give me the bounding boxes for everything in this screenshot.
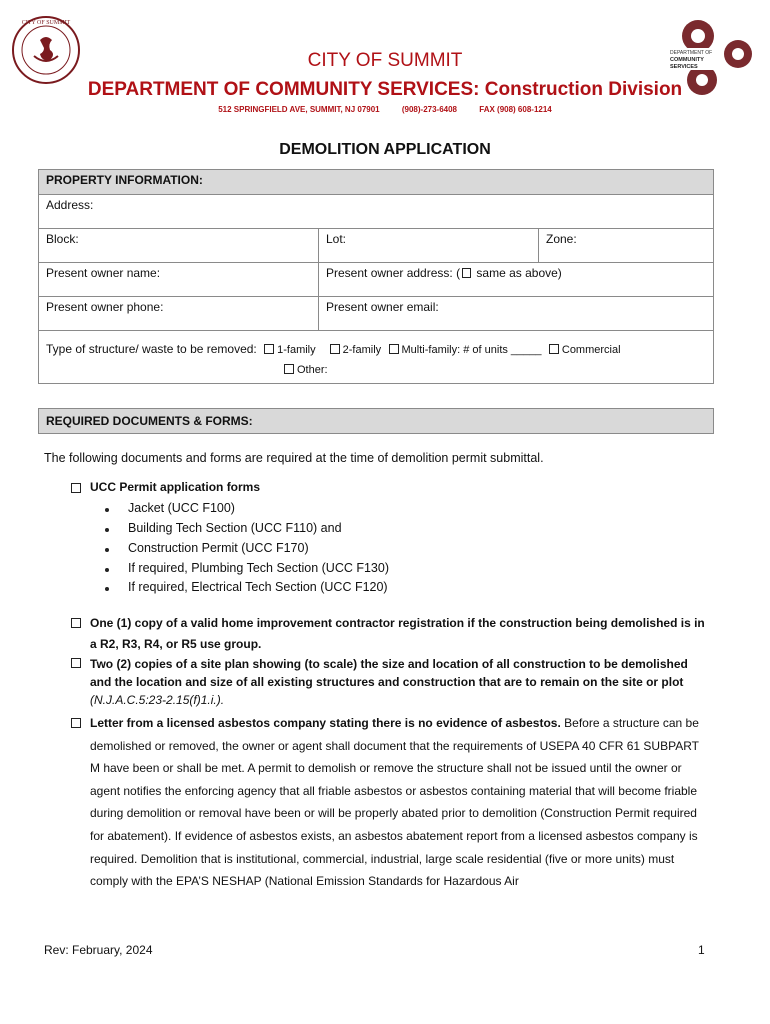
owner-email-field[interactable]	[319, 297, 714, 331]
site-plan-citation: (N.J.A.C.5:23-2.15(f)1.i.).	[90, 693, 225, 707]
structure-type-label: Type of structure/ waste to be removed:	[46, 342, 257, 356]
contractor-registration-text: One (1) copy of a valid home improvement contractor registration if the construction being demolished is in a R2, R3, R4, or R5 use group.	[90, 616, 705, 651]
two-family-label: 2-family	[342, 344, 382, 356]
multi-family-checkbox[interactable]	[389, 344, 399, 354]
block-field[interactable]	[39, 229, 319, 263]
revision-date: Rev: February, 2024	[44, 943, 153, 957]
lot-field[interactable]	[319, 229, 539, 263]
site-plan-text: Two (2) copies of a site plan showing (to scale) the size and location of all construction to be demolished and the location and size of all existing structures and construction that are to remain on the site or plot (N.J.A.C.5:23-2.15(f)1.i.).	[90, 657, 688, 707]
office-address: 512 SPRINGFIELD AVE, SUMMIT, NJ 07901	[218, 105, 380, 114]
form-title: DEMOLITION APPLICATION	[279, 141, 491, 158]
owner-name-label: Present owner name:	[46, 266, 161, 280]
department-title: DEPARTMENT OF COMMUNITY SERVICES: Construction Division	[87, 79, 683, 100]
svg-text:CITY OF SUMMIT: CITY OF SUMMIT	[21, 20, 71, 26]
property-information-table	[38, 169, 714, 384]
lot-label: Lot:	[326, 232, 347, 246]
city-title: CITY OF SUMMIT	[307, 50, 463, 71]
bullet-icon	[105, 568, 109, 572]
owner-address-field[interactable]	[319, 263, 714, 297]
owner-phone-label: Present owner phone:	[46, 300, 164, 314]
commercial-label: Commercial	[561, 344, 621, 356]
bullet-icon	[105, 587, 109, 591]
bullet-icon	[105, 508, 109, 512]
ucc-forms-checkbox[interactable]	[71, 483, 81, 493]
contact-line	[0, 105, 770, 114]
required-intro-text: The following documents and forms are required at the time of demolition permit submittal.	[44, 451, 544, 465]
other-label: Other:	[297, 364, 328, 376]
site-plan-checkbox[interactable]	[71, 658, 81, 668]
zone-field[interactable]	[539, 229, 714, 263]
asbestos-text: Letter from a licensed asbestos company stating there is no evidence of asbestos. Before a structure can be demolished or removed, the owner or agent shall document that the requirements of USEPA 40 CFR 61 SUBPART M have been or shall be met. A permit to demolish or remove the structure shall not be issued until the owner or agent notifies the enforcing agency that all friable asbestos or asbestos containing material that will become friable during demolition or removal have been or will be properly abated prior to demolition (Construction Permit required for abatement). If evidence of asbestos exists, an asbestos abatement report from a licensed asbestos company is required. Demolition that is institutional, commercial, industrial, large scale residential (five or more units) must comply with the EPA’S NESHAP (National Emission Standards for Hazardous Air	[90, 716, 699, 889]
zone-label: Zone:	[546, 232, 577, 246]
page-number: 1	[698, 943, 705, 957]
owner-name-field[interactable]	[39, 263, 319, 297]
commercial-checkbox[interactable]	[549, 344, 559, 354]
same-as-above-checkbox[interactable]	[462, 268, 471, 278]
address-field[interactable]	[39, 195, 714, 229]
owner-email-label: Present owner email:	[326, 300, 439, 314]
block-label: Block:	[46, 232, 79, 246]
structure-type-field	[39, 331, 714, 384]
asbestos-checkbox[interactable]	[71, 718, 81, 728]
office-fax: FAX (908) 608-1214	[479, 105, 552, 114]
bullet-icon	[105, 548, 109, 552]
multi-family-label: Multi-family: # of units _____	[401, 344, 542, 356]
bullet-icon	[105, 528, 109, 532]
ucc-forms-heading: UCC Permit application forms	[90, 480, 261, 494]
property-information-header: PROPERTY INFORMATION:	[39, 170, 714, 195]
office-phone: (908)-273-6408	[401, 105, 458, 114]
required-documents-header: REQUIRED DOCUMENTS & FORMS:	[38, 408, 714, 434]
owner-address-label: Present owner address: (	[326, 266, 461, 280]
svg-text:COMMUNITY: COMMUNITY	[670, 57, 704, 63]
two-family-checkbox[interactable]	[330, 344, 340, 354]
svg-text:SERVICES: SERVICES	[670, 64, 698, 70]
other-checkbox[interactable]	[284, 364, 294, 374]
contractor-registration-checkbox[interactable]	[71, 618, 81, 628]
one-family-checkbox[interactable]	[264, 344, 274, 354]
address-label: Address:	[46, 198, 94, 212]
one-family-label: 1-family	[277, 344, 316, 356]
svg-text:DEPARTMENT OF: DEPARTMENT OF	[670, 50, 713, 56]
owner-phone-field[interactable]	[39, 297, 319, 331]
same-as-above-label: same as above)	[476, 266, 562, 280]
